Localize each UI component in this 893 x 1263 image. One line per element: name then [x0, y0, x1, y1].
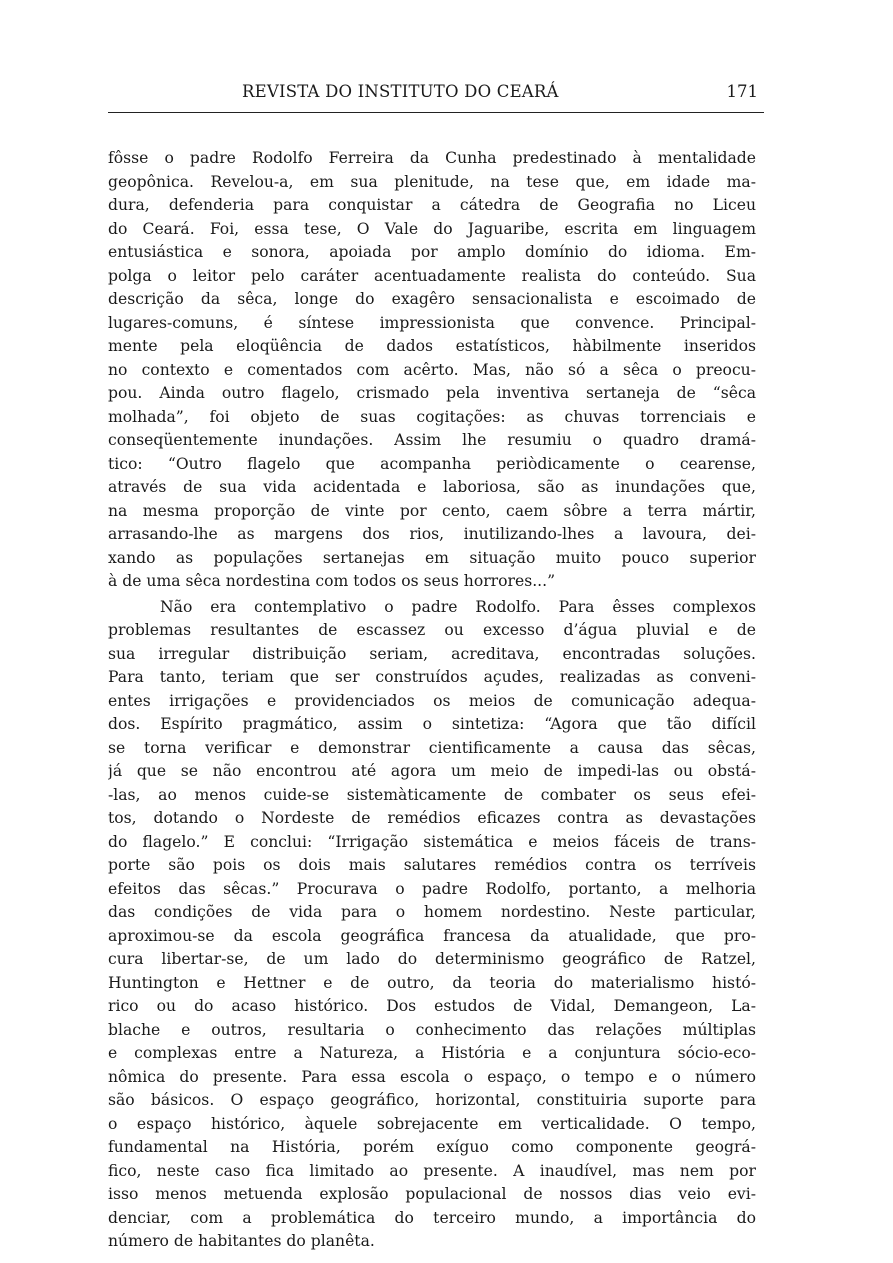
- text-line: rico ou do acaso histórico. Dos estudos de Vidal, Demangeon, La-: [108, 997, 756, 1015]
- text-line: mente pela eloqüência de dados estatísticos, hàbilmente inseridos: [108, 337, 756, 355]
- text-line: Para tanto, teriam que ser construídos açudes, realizadas as conveni-: [108, 668, 756, 686]
- header-rule: [108, 112, 764, 113]
- text-line: dura, defenderia para conquistar a cátedra de Geografia no Liceu: [108, 196, 756, 214]
- text-line: à de uma sêca nordestina com todos os seus horrores...”: [108, 572, 556, 590]
- text-line: entusiástica e sonora, apoiada por amplo domínio do idioma. Em-: [108, 243, 756, 261]
- text-line: porte são pois os dois mais salutares remédios contra os terríveis: [108, 856, 756, 874]
- text-line: conseqüentemente inundações. Assim lhe resumiu o quadro dramá-: [108, 431, 756, 449]
- text-line: geopônica. Revelou-a, em sua plenitude, na tese que, em idade ma-: [108, 172, 756, 191]
- text-line: efeitos das sêcas.” Procurava o padre Rodolfo, portanto, a melhoria: [108, 879, 756, 898]
- text-line: das condições de vida para o homem nordestino. Neste particular,: [108, 903, 756, 921]
- text-line: tico: “Outro flagelo que acompanha periòdicamente o cearense,: [108, 454, 756, 473]
- text-line: polga o leitor pelo caráter acentuadamente realista do conteúdo. Sua: [108, 266, 756, 285]
- text-line: se torna verificar e demonstrar cientificamente a causa das sêcas,: [108, 738, 756, 757]
- running-header: [108, 82, 758, 106]
- text-line: pou. Ainda outro flagelo, crismado pela inventiva sertaneja de “sêca: [108, 384, 756, 402]
- text-line: problemas resultantes de escassez ou excesso d’água pluvial e de: [108, 621, 756, 639]
- text-line: cura libertar-se, de um lado do determinismo geográfico de Ratzel,: [108, 950, 756, 968]
- text-line: número de habitantes do planêta.: [108, 1232, 375, 1250]
- text-line: aproximou-se da escola geográfica francesa da atualidade, que pro-: [108, 926, 756, 945]
- body-text: [108, 147, 756, 1254]
- text-line: fôsse o padre Rodolfo Ferreira da Cunha predestinado à mentalidade: [108, 149, 756, 167]
- text-line: e complexas entre a Natureza, a História e a conjuntura sócio-eco-: [108, 1044, 756, 1062]
- text-line: descrição da sêca, longe do exagêro sensacionalista e escoimado de: [108, 290, 756, 308]
- text-line: fico, neste caso fica limitado ao presente. A inaudível, mas nem por: [108, 1161, 756, 1180]
- text-line: entes irrigações e providenciados os meios de comunicação adequa-: [108, 691, 756, 710]
- text-line: isso menos metuenda explosão populacional de nossos dias veio evi-: [108, 1185, 756, 1203]
- text-line: sua irregular distribuição seriam, acreditava, encontradas soluções.: [108, 644, 756, 663]
- text-line: através de sua vida acidentada e laboriosa, são as inundações que,: [108, 478, 756, 496]
- text-line: Não era contemplativo o padre Rodolfo. Para êsses complexos: [160, 597, 756, 616]
- text-line: dos. Espírito pragmático, assim o sintetiza: “Agora que tão difícil: [108, 715, 756, 733]
- text-line: do flagelo.” E conclui: “Irrigação sistemática e meios fáceis de trans-: [108, 832, 756, 851]
- text-line: Huntington e Hettner e de outro, da teoria do materialismo histó-: [108, 973, 756, 992]
- journal-title: REVISTA DO INSTITUTO DO CEARÁ: [242, 82, 559, 101]
- text-line: molhada”, foi objeto de suas cogitações: as chuvas torrenciais e: [108, 407, 756, 426]
- text-line: no contexto e comentados com acêrto. Mas, não só a sêca o preocu-: [108, 360, 756, 379]
- text-line: arrasando-lhe as margens dos rios, inutilizando-lhes a lavoura, dei-: [108, 525, 756, 543]
- text-line: na mesma proporção de vinte por cento, caem sôbre a terra mártir,: [108, 501, 756, 520]
- text-line: o espaço histórico, àquele sobrejacente em verticalidade. O tempo,: [108, 1114, 756, 1133]
- text-line: do Ceará. Foi, essa tese, O Vale do Jaguaribe, escrita em linguagem: [108, 219, 756, 238]
- paragraph-2: [108, 596, 756, 1254]
- text-line: lugares-comuns, é síntese impressionista que convence. Principal-: [108, 313, 756, 332]
- paragraph-1: [108, 147, 756, 594]
- text-line: xando as populações sertanejas em situação muito pouco superior: [108, 548, 756, 567]
- text-line: são básicos. O espaço geográfico, horizontal, constituiria suporte para: [108, 1091, 756, 1109]
- text-line: denciar, com a problemática do terceiro mundo, a importância do: [108, 1208, 756, 1227]
- text-line: tos, dotando o Nordeste de remédios eficazes contra as devastações: [108, 809, 756, 827]
- page-number: 171: [726, 82, 758, 101]
- text-line: fundamental na História, porém exíguo como componente geográ-: [108, 1138, 756, 1156]
- text-line: já que se não encontrou até agora um meio de impedi-las ou obstá-: [108, 762, 756, 780]
- text-line: nômica do presente. Para essa escola o espaço, o tempo e o número: [108, 1067, 756, 1086]
- text-line: blache e outros, resultaria o conhecimento das relações múltiplas: [108, 1020, 756, 1039]
- text-line: -las, ao menos cuide-se sistemàticamente de combater os seus efei-: [108, 785, 756, 804]
